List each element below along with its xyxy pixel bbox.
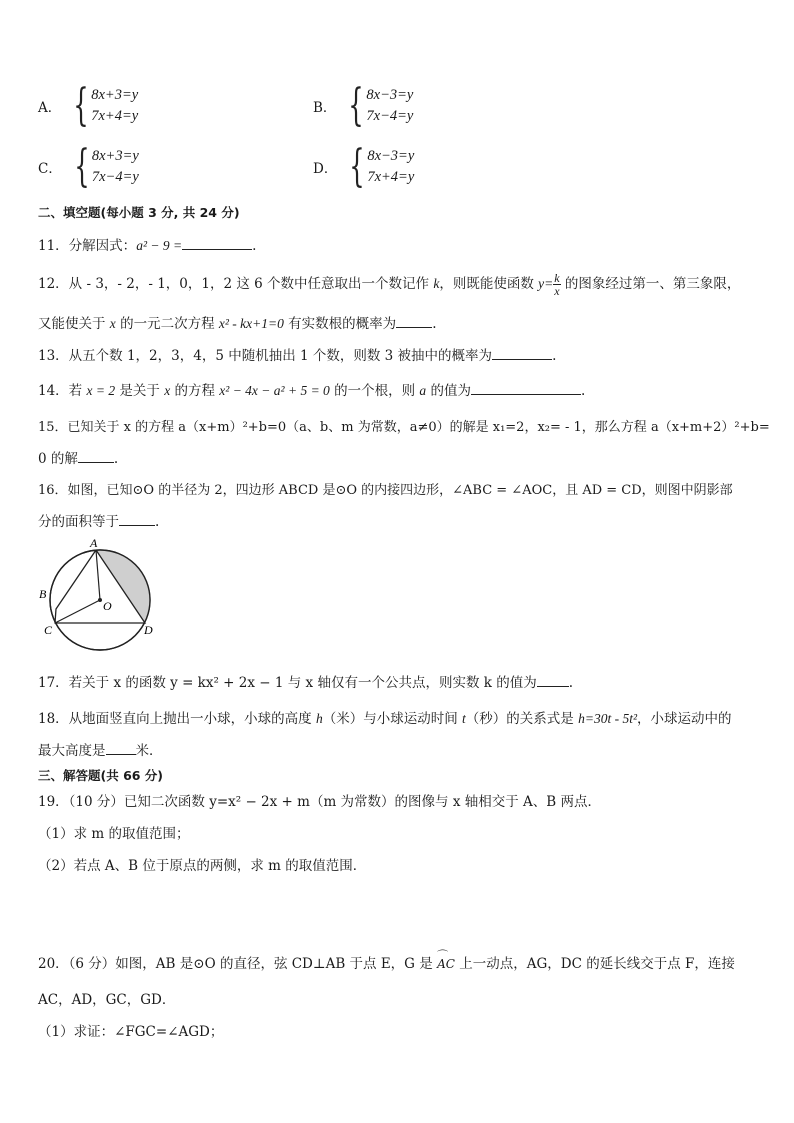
option-c-eq1: 8x+3=y	[91, 148, 139, 164]
q18-formula: h=30t - 5t²	[578, 711, 637, 726]
section-3-title: 三、解答题(共 66 分)	[38, 768, 164, 783]
q11-expr: a² − 9 =	[136, 238, 183, 253]
label-d: D	[144, 623, 153, 637]
option-c	[38, 141, 139, 192]
q12-equation: x² - kx+1=0	[218, 316, 284, 331]
brace: {	[349, 141, 366, 192]
q12-fraction	[553, 272, 560, 297]
q14-end: .	[580, 383, 586, 399]
answer-blank	[471, 380, 581, 395]
q14-a: a	[419, 383, 427, 398]
option-a-label: A．	[38, 100, 62, 116]
option-b-label: B．	[313, 100, 337, 116]
question-18-line2	[38, 739, 163, 759]
q17-end: .	[568, 675, 574, 691]
question-11	[38, 234, 256, 254]
option-b-eq2: 7x−4=y	[366, 108, 414, 124]
q17-text: 17．若关于 x 的函数 y = kx² + 2x − 1 与 x 轴仅有一个公共点，则实数 k 的值为	[38, 675, 537, 691]
section-2-title: 二、填空题(每小题 3 分, 共 24 分)	[38, 205, 240, 220]
q13-text: 13．从五个数 1，2，3，4，5 中随机抽出 1 个数，则数 3 被抽中的概率为	[38, 348, 493, 364]
q16-text: 分的面积等于	[38, 514, 119, 530]
answer-blank	[492, 345, 552, 360]
q15-text: 0 的解	[38, 451, 78, 467]
answer-blank	[78, 448, 114, 463]
question-19-part2: （2）若点 A、B 位于原点的两侧，求 m 的取值范围．	[38, 858, 367, 874]
label-a: A	[90, 536, 98, 550]
q12-k: k	[433, 276, 440, 291]
question-14	[38, 379, 585, 399]
answer-blank	[119, 511, 155, 526]
answer-blank	[182, 235, 252, 250]
option-d-label: D．	[313, 161, 338, 177]
q14-text-c: 的方程	[170, 383, 220, 399]
brace: {	[74, 141, 90, 192]
option-d-eq1: 8x−3=y	[367, 148, 415, 164]
question-19-part1: （1）求 m 的取值范围；	[38, 826, 190, 842]
q12-text-a: 12．从 - 3，- 2，- 1，0，1，2 这 6 个数中任意取出一个数记作	[38, 276, 434, 292]
q18-text-d: ，小球运动中的	[637, 711, 732, 727]
q12-text-f: 有实数根的概率为	[283, 316, 397, 332]
q20-arc: ⌒ AC	[437, 957, 455, 971]
q12-text-d: 又能使关于	[38, 316, 110, 332]
q18-text-b: （米）与小球运动时间	[322, 711, 463, 727]
question-18-line1	[38, 707, 732, 727]
q11-end: .	[252, 238, 257, 254]
label-b: B	[39, 587, 47, 601]
question-16-line1: 16．如图，已知⊙O 的半径为 2，四边形 ABCD 是⊙O 的内接四边形，∠ABC = ∠AOC，且 AD = CD，则图中阴影部	[38, 483, 733, 498]
q12-x: x	[109, 316, 116, 331]
q20-text-a: 20．（6 分）如图，AB 是⊙O 的直径，弦 CD⊥AB 于点 E，G 是	[38, 956, 438, 972]
q14-x: x	[164, 383, 171, 398]
question-19-line1: 19．（10 分）已知二次函数 y=x² − 2x + m（m 为常数）的图像与 x 轴相交于 A、B 两点．	[38, 794, 601, 810]
q14-text-d: 的一个根，则	[329, 383, 420, 399]
question-13	[38, 344, 556, 364]
label-c: C	[44, 623, 53, 637]
option-c-eq2: 7x−4=y	[91, 169, 139, 185]
label-o: O	[103, 599, 112, 613]
q16-end: .	[155, 514, 160, 530]
q12-end: .	[432, 316, 437, 332]
question-12-line1	[38, 272, 740, 297]
question-15-line1: 15．已知关于 x 的方程 a（x+m）²+b=0（a、b、m 为常数，a≠0）的解是 x₁=2，x₂= - 1，那么方程 a（x+m+2）²+b=	[38, 420, 770, 435]
q12-text-c: 的图象经过第一、第三象限，	[560, 276, 741, 292]
option-b-eq1: 8x−3=y	[366, 87, 414, 103]
q18-h: h	[315, 711, 323, 726]
option-a	[38, 80, 139, 131]
option-d-eq2: 7x+4=y	[367, 169, 415, 185]
q14-x2: x = 2	[86, 383, 116, 398]
question-12-line2	[38, 312, 436, 332]
q18-unit: 米．	[135, 743, 163, 759]
question-16-line2	[38, 510, 159, 530]
brace: {	[73, 80, 89, 131]
option-a-eq1: 8x+3=y	[91, 87, 139, 103]
q11-text: 分解因式：	[68, 238, 137, 254]
q20-text-b: 上一动点，AG，DC 的延长线交于点 F，连接	[454, 956, 735, 972]
q14-equation: x² − 4x − a² + 5 = 0	[219, 383, 330, 398]
question-20-line2: AC，AD，GC，GD．	[38, 992, 176, 1008]
q14-text-e: 的值为	[426, 383, 471, 399]
answer-blank	[537, 672, 569, 687]
answer-blank	[106, 740, 136, 755]
q12-y: y=	[538, 276, 554, 291]
q12-text-e: 的一元二次方程	[115, 316, 219, 332]
question-15-line2	[38, 447, 118, 467]
q14-text-b: 是关于	[115, 383, 165, 399]
option-c-label: C．	[38, 161, 62, 177]
fraction-denominator: x	[554, 284, 560, 298]
q13-end: .	[552, 348, 557, 364]
q14-text-a: 14．若	[38, 383, 87, 399]
circle-figure	[34, 534, 164, 652]
brace: {	[348, 80, 365, 131]
q18-t: t	[462, 711, 466, 726]
option-b	[313, 80, 414, 131]
fraction-numerator: k	[554, 271, 560, 285]
q18-text-e: 最大高度是	[38, 743, 106, 759]
q12-text-b: ，则既能使函数	[439, 276, 539, 292]
option-d	[313, 141, 415, 192]
q18-text-c: （秒）的关系式是	[465, 711, 579, 727]
q18-text-a: 18．从地面竖直向上抛出一小球，小球的高度	[38, 711, 316, 727]
q11-num: 11．	[38, 238, 69, 254]
question-20-line1	[38, 952, 735, 972]
question-20-part1: （1）求证：∠FGC=∠AGD；	[38, 1024, 224, 1040]
answer-blank	[396, 313, 432, 328]
q15-end: .	[113, 451, 119, 467]
question-17	[38, 671, 573, 691]
option-a-eq2: 7x+4=y	[91, 108, 139, 124]
